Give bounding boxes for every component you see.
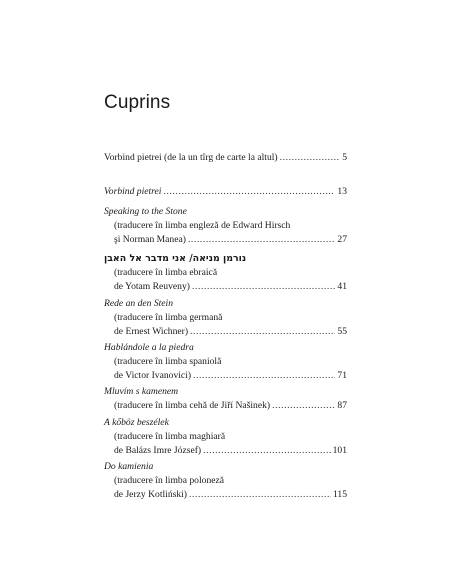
- toc-entry-subline: (traducere în limba maghiară: [114, 431, 226, 442]
- toc-entry-subline: (traducere în limba cehă de Jiří Našinek): [114, 400, 271, 411]
- toc-entry: [104, 151, 347, 165]
- dot-leader: [188, 233, 335, 247]
- toc-entry: [104, 205, 347, 247]
- toc-entry-page: 115: [332, 489, 347, 500]
- toc-entry: [104, 185, 347, 199]
- toc-entry-page: 71: [337, 370, 347, 381]
- toc-entry-page: 13: [337, 186, 347, 197]
- toc-entry-page: 5: [342, 152, 347, 163]
- toc-entry: [104, 416, 347, 458]
- dot-leader: [190, 325, 335, 339]
- dot-leader: [192, 280, 335, 294]
- toc-line: [104, 399, 347, 413]
- toc-entry-title: Hablándole a la piedra: [104, 342, 194, 353]
- toc-entry-subline: de Jerzy Kotliński): [114, 489, 188, 500]
- toc-entry-subline: (traducere în limba spaniolă: [114, 356, 222, 367]
- dot-leader: [203, 444, 331, 458]
- toc-entry-subline: de Victor Ivanovici): [114, 370, 192, 381]
- toc-line: [104, 280, 347, 294]
- dot-leader: [163, 185, 335, 199]
- toc-entry: [104, 252, 347, 294]
- toc-entry: [104, 297, 347, 339]
- toc-entry-title: Vorbind pietrei: [104, 186, 162, 197]
- toc-entry-page: 101: [332, 445, 347, 456]
- toc-line: [104, 488, 347, 502]
- page-title: Cuprins: [104, 92, 171, 113]
- toc-entry: [104, 341, 347, 383]
- toc-entry-title: נורמן מניאה/ אני מדבר אל האבן: [104, 253, 247, 264]
- toc-entry-page: 87: [337, 400, 347, 411]
- toc-line: [104, 185, 347, 199]
- toc-line: [104, 233, 347, 247]
- toc-entry-page: 41: [337, 281, 347, 292]
- toc-entry-title: Rede an den Stein: [104, 298, 173, 309]
- dot-leader: [272, 399, 335, 413]
- toc-entry-title: Vorbind pietrei (de la un tîrg de carte la altul): [104, 152, 278, 163]
- toc-entry-title: Speaking to the Stone: [104, 206, 187, 217]
- dot-leader: [280, 151, 341, 165]
- toc-entry-page: 27: [337, 234, 347, 245]
- dot-leader: [193, 369, 335, 383]
- dot-leader: [189, 488, 331, 502]
- toc-entry-title: Do kamienia: [104, 461, 154, 472]
- toc-entry-subline: (traducere în limba ebraică: [114, 267, 218, 278]
- toc-entry-subline: (traducere în limba poloneză: [114, 475, 225, 486]
- toc-entry-page: 55: [337, 326, 347, 337]
- toc-entry-title: A kőböz beszélek: [104, 417, 169, 428]
- toc-entry-subline: de Ernest Wichner): [114, 326, 189, 337]
- toc-entry: [104, 460, 347, 502]
- toc-entry-subline: de Yotam Reuveny): [114, 281, 190, 292]
- toc-entry-title: Mluvím s kamenem: [104, 386, 179, 397]
- toc-line: [104, 444, 347, 458]
- toc-entry-subline: de Balázs Imre József): [114, 445, 202, 456]
- toc-entry-title-wrap: [104, 252, 347, 266]
- toc-line: [104, 325, 347, 339]
- toc-line: [104, 151, 347, 165]
- toc-entry-subline: (traducere în limba engleză de Edward Hirsch: [114, 220, 291, 231]
- toc-entry-subline: şi Norman Manea): [114, 234, 186, 245]
- toc-entry-subline: (traducere în limba germană: [114, 312, 223, 323]
- toc-line: [104, 369, 347, 383]
- toc-entry: [104, 385, 347, 413]
